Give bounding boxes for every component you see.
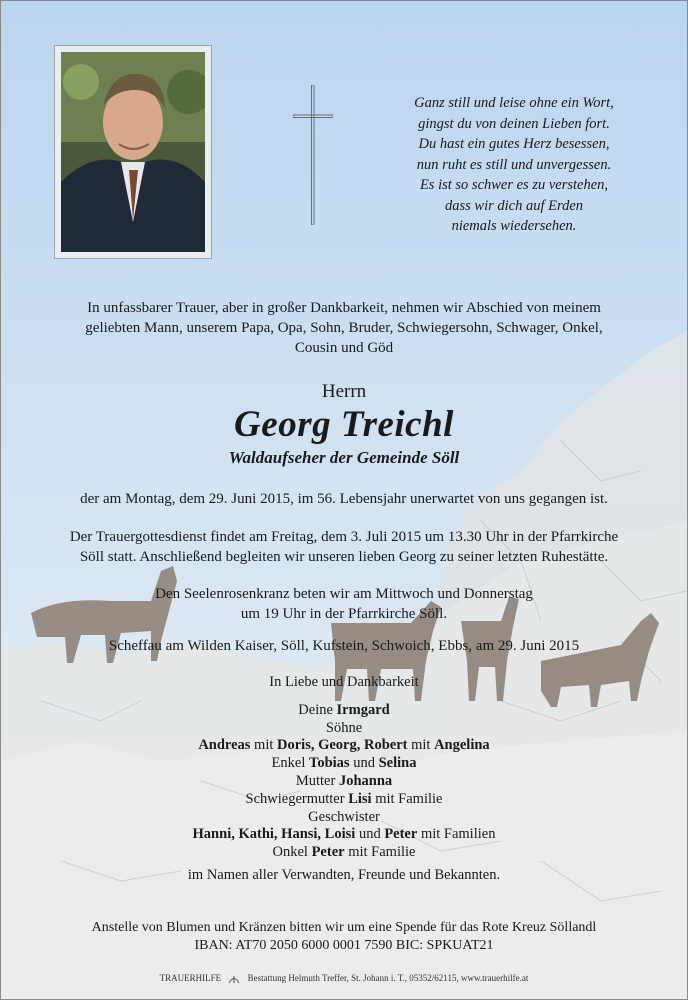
cross-icon xyxy=(293,85,333,225)
service-line: Söll statt. Anschließend begleiten wir unseren lieben Georg zu seiner letzten Ruhestätte. xyxy=(79,549,609,565)
family-mother: Mutter Johanna xyxy=(295,772,393,789)
poem-line: Ganz still und leise ohne ein Wort, xyxy=(414,95,614,111)
donation-note xyxy=(1,919,687,955)
poem-line: dass wir dich auf Erden xyxy=(444,197,584,214)
poem-line: Es ist so schwer es zu verstehen, xyxy=(419,177,609,193)
footer xyxy=(1,973,687,984)
family-siblings-label: Geschwister xyxy=(308,808,380,825)
salutation: Herrn xyxy=(321,381,367,402)
donation-line: Anstelle von Blumen und Kränzen bitten wir um eine Spende für das Rote Kreuz Söllandl xyxy=(91,920,597,935)
portrait-photo xyxy=(61,52,205,252)
place-date: Scheffau am Wilden Kaiser, Söll, Kufstein, Schwoich, Ebbs, am 29. Juni 2015 xyxy=(108,638,580,654)
family-mother-in-law: Schwiegermutter Lisi mit Familie xyxy=(245,790,443,807)
intro-line: In unfassbarer Trauer, aber in großer Dankbarkeit, nehmen wir Abschied von meinem xyxy=(87,300,601,316)
death-notice: der am Montag, dem 29. Juni 2015, im 56. Lebensjahr unerwartet von uns gegangen ist. xyxy=(80,491,608,507)
poem-line: niemals wiedersehen. xyxy=(451,218,577,234)
family-sons-label: Söhne xyxy=(325,719,363,736)
family-uncle: Onkel Peter mit Familie xyxy=(272,844,416,861)
family-list xyxy=(1,674,687,862)
family-opening: In Liebe und Dankbarkeit xyxy=(269,674,419,690)
intro-line: Cousin und Göd xyxy=(294,340,394,356)
deceased-name: Georg Treichl xyxy=(234,404,454,445)
rosary-line: Den Seelenrosenkranz beten wir am Mittwoch und Donnerstag xyxy=(155,586,533,602)
poem xyxy=(381,93,647,237)
portrait-frame xyxy=(54,45,212,259)
intro-text xyxy=(1,298,687,358)
trauerhilfe-logo-icon xyxy=(227,974,241,984)
family-closing: im Namen aller Verwandten, Freunde und Bekannten. xyxy=(187,867,501,883)
rosary-info xyxy=(1,584,687,624)
footer-brand: TRAUERHILFE xyxy=(159,973,222,983)
rosary-line: um 19 Uhr in der Pfarrkirche Söll. xyxy=(240,606,448,622)
deceased-role: Waldaufseher der Gemeinde Söll xyxy=(228,448,460,467)
poem-line: gingst du von deinen Lieben fort. xyxy=(418,115,610,132)
family-sons: Andreas mit Doris, Georg, Robert mit Angelina xyxy=(198,737,490,754)
family-grandchildren: Enkel Tobias und Selina xyxy=(271,755,417,772)
family-wife: Deine Irmgard xyxy=(298,701,390,718)
service-info xyxy=(1,527,687,567)
intro-line: geliebten Mann, unserem Papa, Opa, Sohn, Bruder, Schwiegersohn, Schwager, Onkel, xyxy=(85,320,603,336)
footer-text: Bestattung Helmuth Treffer, St. Johann i. T., 05352/62115, www.trauerhilfe.at xyxy=(247,973,529,983)
donation-iban: IBAN: AT70 2050 6000 0001 7590 BIC: SPKUAT21 xyxy=(194,938,494,953)
service-line: Der Trauergottesdienst findet am Freitag, dem 3. Juli 2015 um 13.30 Uhr in der Pfarrkirche xyxy=(69,529,619,545)
poem-line: nun ruht es still und unvergessen. xyxy=(416,156,612,173)
poem-line: Du hast ein gutes Herz besessen, xyxy=(418,136,610,152)
family-siblings: Hanni, Kathi, Hansi, Loisi und Peter mit Familien xyxy=(192,826,496,843)
